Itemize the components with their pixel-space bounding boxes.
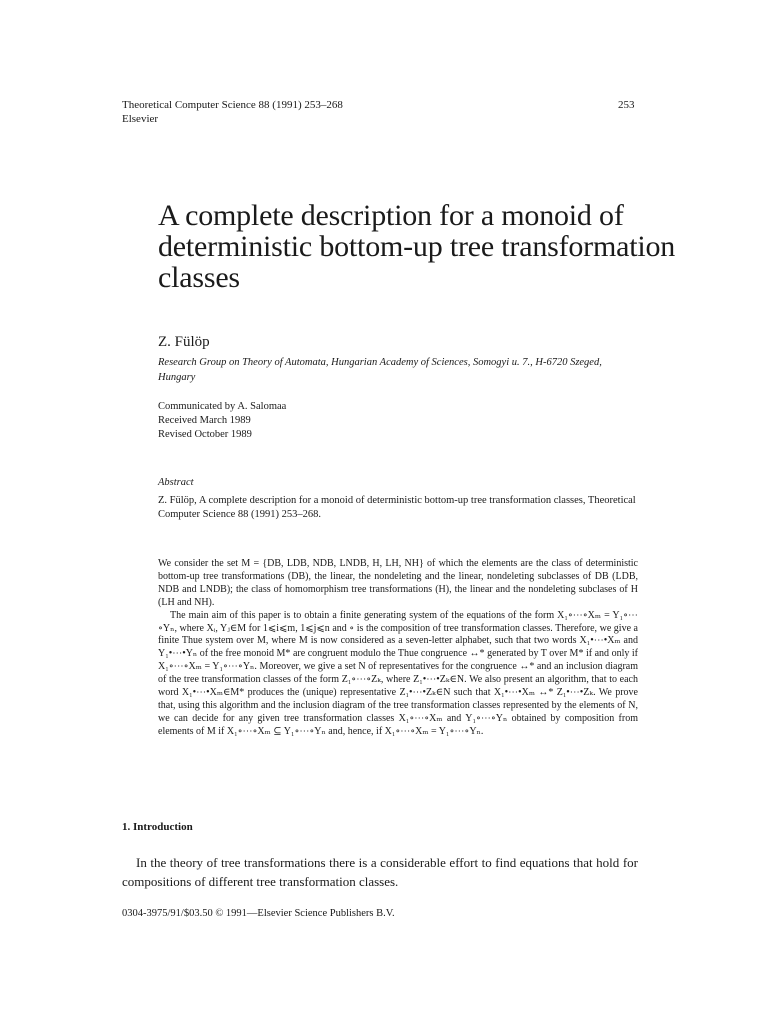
abstract-paragraph: The main aim of this paper is to obtain a finite generating system of the equations of the form X₁∘⋯∘Xₘ = Y₁∘⋯∘Yₙ, where Xᵢ, Yⱼ∈M for 1⩽i⩽m, 1⩽j⩽n and ∘ is the composition of tree transformation classes. Therefore, we give a finite Thue system over M, where M is now considered as a seven-letter alphabet, such that two words X₁•⋯•Xₘ and Y₁•⋯•Yₙ of the free monoid M* are congruent modulo the Thue congruence ↔* generated by T over M* if and only if X₁∘⋯∘Xₘ = Y₁∘⋯∘Yₙ. Moreover, we give a set N of representatives for the congruence ↔* and an inclusion diagram of the tree transformation classes of the form Z₁∘⋯∘Zₖ, where Z₁•⋯•Zₖ∈N. We also present an algorithm, that to each word X₁•⋯•Xₘ∈M* produces the (unique) representative Z₁•⋯•Zₖ∈N such that X₁•⋯•Xₘ ↔* Z₁•⋯•Zₖ. We prove that, using this algorithm and the inclusion diagram of the tree transformation classes represented by the elements of N, we can decide for any given tree transformation classes X₁∘⋯∘Xₘ and Y₁∘⋯∘Yₙ obtained by composition from elements of M if X₁∘⋯∘Xₘ ⊆ Y₁∘⋯∘Yₙ and, hence, if X₁∘⋯∘Xₘ = Y₁∘⋯∘Yₙ. [158,609,638,737]
author-name: Z. Fülöp [158,334,210,350]
section-heading: 1. Introduction [122,821,193,833]
abstract-paragraph: We consider the set M = {DB, LDB, NDB, LNDB, H, LH, NH} of which the elements are the class of deterministic bottom-up tree transformations (DB), the linear, the nondeleting and the linear, nondeleting subclasses of DB (LDB, NDB and LNDB); the class of homomorphism tree transformations (H), the linear and the nondeleting subclases of H (LH and NH). [158,558,638,608]
communicated-by: Communicated by A. Salomaa [158,401,287,412]
author-affiliation: Research Group on Theory of Automata, Hungarian Academy of Sciences, Somogyi u. 7., H-6720 Szeged, Hungary [158,357,602,383]
abstract-heading: Abstract [158,477,194,488]
body-paragraph: In the theory of tree transformations there is a considerable effort to find equations that hold for compositions of different tree transformation classes. [122,855,638,889]
received-date: Received March 1989 [158,415,251,426]
publisher-name: Elsevier [122,113,159,125]
revised-date: Revised October 1989 [158,429,252,440]
copyright-line: 0304-3975/91/$03.50 © 1991—Elsevier Science Publishers B.V. [122,908,395,919]
submission-dates [158,400,286,442]
journal-header [122,98,343,126]
abstract-citation: Z. Fülöp, A complete description for a monoid of deterministic bottom-up tree transformation classes, Theoretical Computer Science 88 (1991) 253–268. [158,495,636,520]
journal-citation: Theoretical Computer Science 88 (1991) 253–268 [122,99,343,111]
abstract-body [158,558,638,739]
paper-title: A complete description for a monoid of deterministic bottom-up tree transformation classes [158,199,676,294]
page-number: 253 [618,99,635,111]
